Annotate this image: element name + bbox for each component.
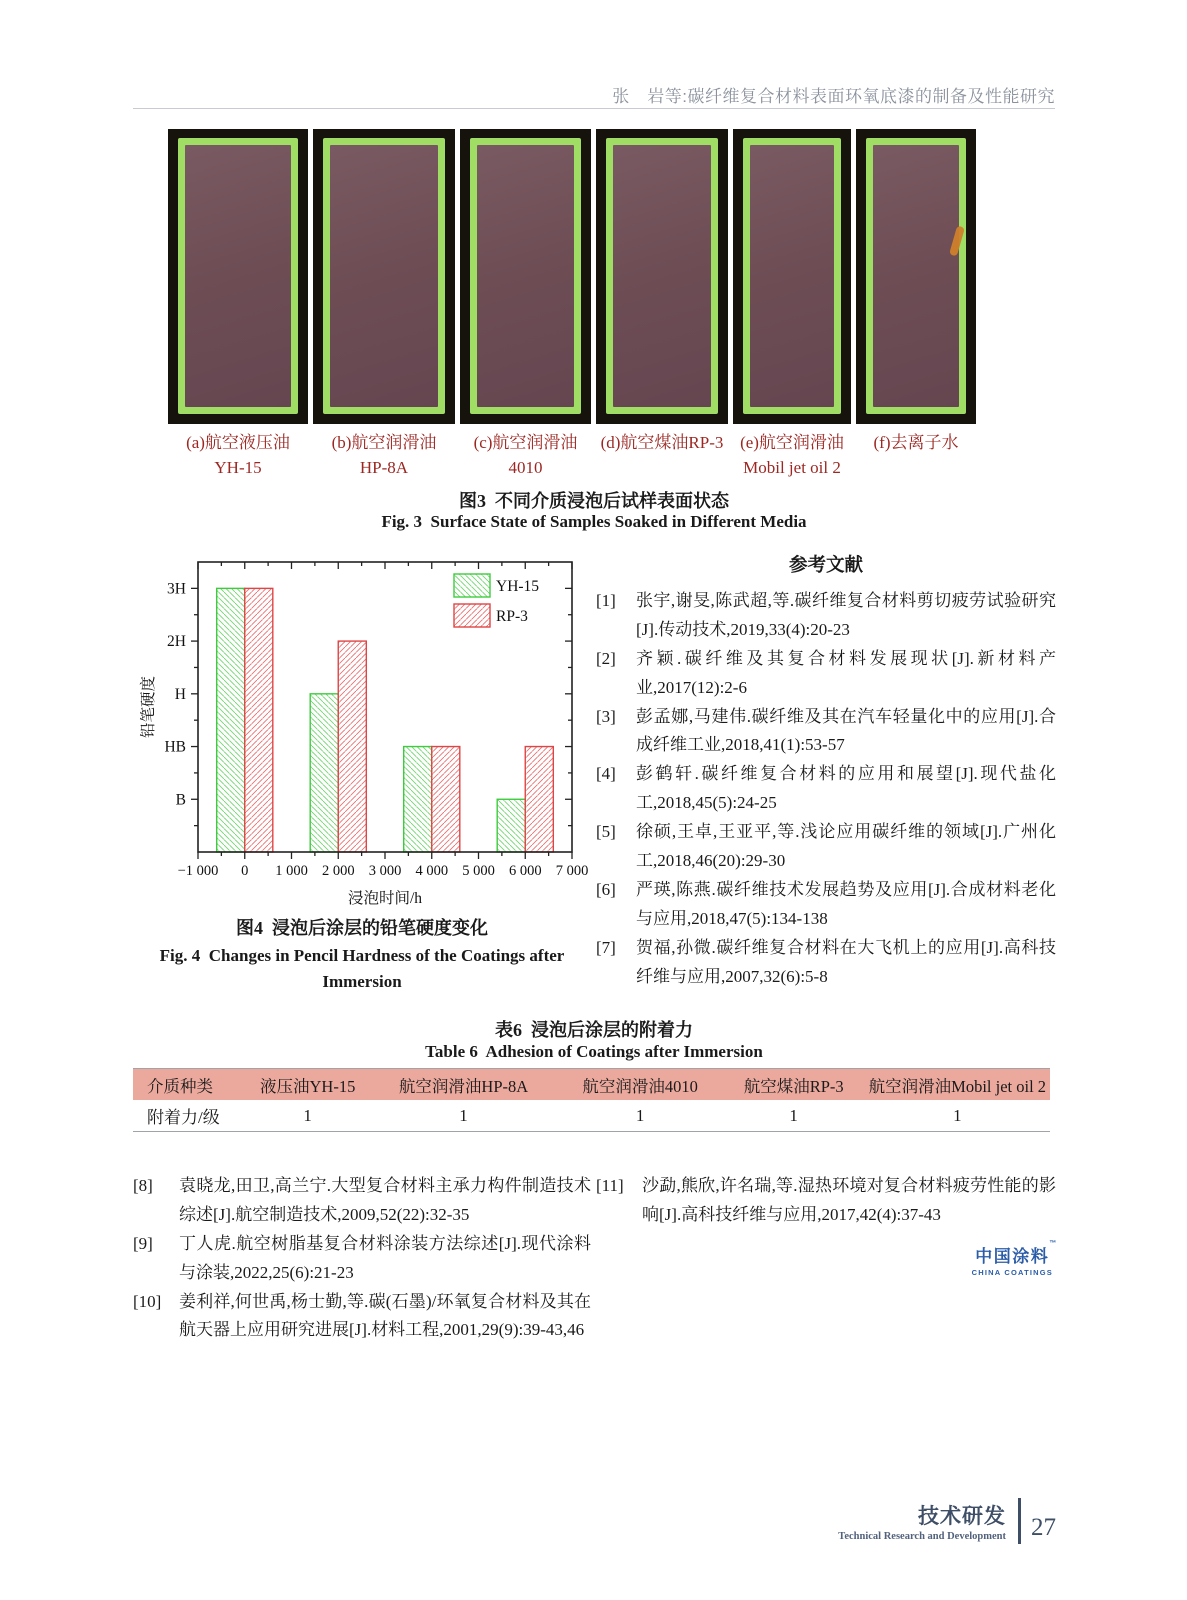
table6-header-cell: 液压油YH-15 (246, 1069, 370, 1101)
bar-yh15 (404, 747, 432, 852)
y-tick-label: H (174, 685, 186, 703)
bar-rp3 (525, 747, 553, 852)
table6-data-row (133, 1100, 1050, 1132)
bar-yh15 (497, 799, 525, 852)
reference-number: [8] (133, 1176, 153, 1195)
reference-number: [2] (596, 648, 616, 668)
chart-legend (454, 574, 539, 627)
reference-item (596, 818, 1056, 876)
reference-item (596, 876, 1056, 934)
sample-photo (856, 129, 976, 424)
coated-panel (873, 145, 959, 407)
references-list-bottom-right (596, 1172, 1056, 1230)
table6-header-cell: 航空润滑油4010 (558, 1069, 723, 1101)
y-axis-label: 铅笔硬度 (140, 675, 157, 739)
photo-green-frame (323, 138, 445, 414)
photo-green-frame (470, 138, 581, 414)
reference-item (133, 1172, 591, 1230)
table6-header-cell: 航空润滑油HP-8A (370, 1069, 558, 1101)
photo-label-line1: (d)航空煤油RP-3 (600, 433, 724, 452)
photo-label-line2: 4010 (508, 457, 543, 477)
photo-green-frame (866, 138, 966, 414)
reference-number: [3] (596, 706, 616, 726)
figure3-caption-zh: 图3 不同介质浸泡后试样表面状态 (459, 491, 729, 511)
photo-label-line1: (a)航空液压油 (186, 433, 290, 452)
page-footer (838, 1498, 1056, 1544)
bar-rp3 (432, 747, 460, 852)
legend-label: RP-3 (496, 608, 528, 625)
reference-text: 沙勐,熊欣,许名瑞,等.湿热环境对复合材料疲劳性能的影响[J].高科技纤维与应用,2017,42(4):37-43 (642, 1176, 1056, 1224)
photo-label-line2: HP-8A (359, 457, 409, 477)
reference-text: 齐颖.碳纤维及其复合材料发展现状[J].新材料产业,2017(12):2-6 (636, 648, 1056, 697)
table6-header-row (133, 1069, 1050, 1101)
x-tick-label: 3 000 (368, 863, 402, 879)
x-tick-label: 0 (241, 863, 249, 879)
reference-number: [1] (596, 591, 616, 610)
legend-swatch (454, 604, 490, 627)
reference-text: 丁人虎.航空树脂基复合材料涂装方法综述[J].现代涂料与涂装,2022,25(6):21-23 (179, 1233, 591, 1282)
reference-number: [7] (596, 937, 616, 957)
x-tick-label: 1 000 (275, 863, 308, 879)
sample-photo (168, 129, 308, 424)
reference-number: [6] (596, 879, 616, 899)
logo-text-en: CHINA COATINGS (971, 1268, 1053, 1277)
photo-label-line2: Mobil jet oil 2 (743, 457, 841, 477)
table6-data-cell: 1 (723, 1100, 865, 1132)
sample-photo (596, 129, 728, 424)
photo-label-line2: YH-15 (214, 457, 262, 477)
table6-title-en: Table 6 Adhesion of Coatings after Immersion (425, 1042, 763, 1061)
reference-text: 姜利祥,何世禹,杨士勤,等.碳(石墨)/环氧复合材料及其在航天器上应用研究进展[J].材料工程,2001,29(9):39-43,46 (179, 1291, 591, 1340)
photo-label-line1: (b)航空润滑油 (331, 433, 437, 452)
x-tick-label: 5 000 (462, 863, 495, 879)
y-tick-label: B (175, 791, 186, 809)
sample-photo-card (460, 129, 591, 480)
sample-photo-card (856, 129, 976, 480)
figure3-caption-en: Fig. 3 Surface State of Samples Soaked in Different Media (381, 512, 807, 531)
reference-item (596, 645, 1056, 703)
x-axis-label: 浸泡时间/h (347, 890, 423, 906)
coated-panel (185, 145, 291, 407)
reference-item (596, 587, 1056, 645)
x-tick-label: 2 000 (321, 863, 355, 879)
figure4-caption-en: Fig. 4 Changes in Pencil Hardness of the Coatings after Immersion (159, 946, 569, 992)
table6-data-cell: 1 (865, 1100, 1050, 1132)
reference-number: [4] (596, 764, 616, 784)
y-tick-label: HB (164, 738, 186, 756)
sample-photo-card (313, 129, 455, 480)
legend-label: YH-15 (496, 578, 540, 595)
reference-item (133, 1288, 591, 1346)
sample-photo (733, 129, 851, 424)
table6-header-cell: 航空煤油RP-3 (723, 1069, 865, 1101)
reference-item (133, 1230, 591, 1288)
header-divider (133, 108, 1055, 109)
reference-text: 徐硕,王卓,王亚平,等.浅论应用碳纤维的领域[J].广州化工,2018,46(20):29-30 (636, 822, 1056, 871)
photo-green-frame (178, 138, 298, 414)
photo-label-line1: (e)航空润滑油 (740, 433, 844, 452)
coated-panel (477, 145, 574, 407)
footer-label-en: Technical Research and Development (838, 1531, 1006, 1542)
table6-header-cell: 介质种类 (133, 1069, 246, 1101)
bar-yh15 (217, 588, 245, 852)
reference-number: [10] (133, 1291, 162, 1311)
bar-rp3 (245, 588, 273, 852)
x-tick-label: −1 000 (177, 863, 219, 879)
table6-data-cell: 1 (246, 1100, 370, 1132)
reference-text: 贺福,孙微.碳纤维复合材料在大飞机上的应用[J].高科技纤维与应用,2007,32(6):5-8 (636, 937, 1056, 986)
sample-photo (460, 129, 591, 424)
sample-photo-card (596, 129, 728, 480)
sample-photo-card (168, 129, 308, 480)
y-tick-label: 3H (167, 580, 186, 598)
logo-text-zh: 中国涂料 ™ (972, 1242, 1053, 1267)
coated-panel (750, 145, 834, 407)
reference-text: 彭鹤轩.碳纤维复合材料的应用和展望[J].现代盐化工,2018,45(5):24-25 (636, 764, 1056, 813)
figure3-photo-strip (168, 129, 976, 480)
page-number: 27 (1031, 1514, 1056, 1541)
reference-item (596, 934, 1056, 992)
legend-swatch (454, 574, 490, 597)
footer-section-label (838, 1500, 1006, 1542)
china-coatings-logo (972, 1242, 1053, 1277)
table6-title-zh: 表6 浸泡后涂层的附着力 (495, 1020, 693, 1040)
footer-divider-bar (1018, 1498, 1021, 1544)
table6-data-cell: 1 (370, 1100, 558, 1132)
x-tick-label: 4 000 (415, 863, 449, 879)
table6-header-cell: 航空润滑油Mobil jet oil 2 (865, 1069, 1050, 1101)
reference-text: 张宇,谢旻,陈武超,等.碳纤维复合材料剪切疲劳试验研究[J].传动技术,2019,33(4):20-23 (636, 591, 1056, 639)
pencil-hardness-bar-chart (136, 548, 588, 906)
references-heading: 参考文献 (788, 556, 863, 576)
photo-label-line1: (f)去离子水 (873, 433, 959, 452)
coated-panel (613, 145, 711, 407)
table6-data-cell: 1 (558, 1100, 723, 1132)
x-tick-label: 6 000 (508, 863, 542, 879)
sample-photo-card (733, 129, 851, 480)
figure4-caption-zh: 图4 浸泡后涂层的铅笔硬度变化 (236, 918, 488, 938)
reference-text: 彭孟娜,马建伟.碳纤维及其在汽车轻量化中的应用[J].合成纤维工业,2018,41(1):53-57 (636, 706, 1056, 755)
photo-green-frame (743, 138, 841, 414)
reference-item (596, 703, 1056, 761)
reference-text: 严瑛,陈燕.碳纤维技术发展趋势及应用[J].合成材料老化与应用,2018,47(5):134-138 (636, 879, 1056, 928)
photo-green-frame (606, 138, 718, 414)
table6 (133, 1068, 1050, 1132)
references-list-bottom-left (133, 1172, 591, 1345)
sample-photo (313, 129, 455, 424)
x-tick-label: 7 000 (555, 863, 588, 879)
reference-item (596, 1172, 1056, 1230)
reference-item (596, 760, 1056, 818)
references-list-top (596, 587, 1056, 991)
table6-data-cell: 附着力/级 (133, 1100, 246, 1132)
running-head: 张 岩等:碳纤维复合材料表面环氧底漆的制备及性能研究 (612, 87, 1055, 106)
reference-number: [9] (133, 1233, 153, 1253)
y-tick-label: 2H (167, 633, 186, 651)
reference-text: 袁晓龙,田卫,高兰宁.大型复合材料主承力构件制造技术综述[J].航空制造技术,2009,52(22):32-35 (179, 1176, 591, 1224)
bar-yh15 (310, 694, 338, 852)
reference-number: [11] (596, 1176, 624, 1195)
photo-label-line1: (c)航空润滑油 (473, 433, 578, 452)
coated-panel (330, 145, 438, 407)
references-block (596, 551, 1056, 991)
figure4-block (136, 548, 588, 996)
reference-number: [5] (596, 822, 616, 842)
bar-rp3 (338, 641, 366, 852)
footer-label-zh: 技术研发 (918, 1505, 1006, 1528)
